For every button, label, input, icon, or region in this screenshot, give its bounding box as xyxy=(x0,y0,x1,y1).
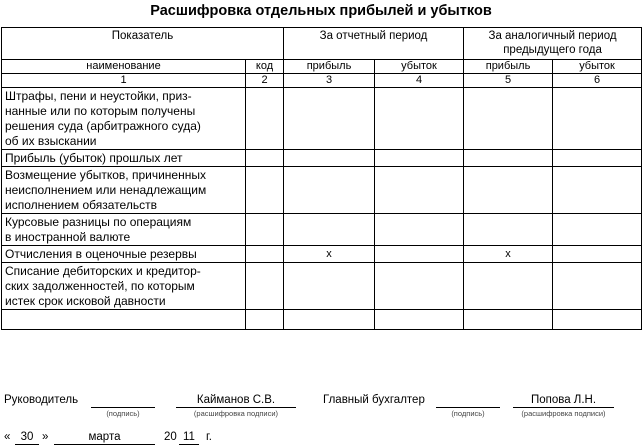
row-name-line: решения суда (арбитражного суда) xyxy=(5,119,201,133)
row-prior-loss xyxy=(553,150,642,167)
table-row xyxy=(2,150,642,167)
date-day-line xyxy=(15,444,39,445)
row-prior-loss xyxy=(553,263,642,310)
row-prior-loss xyxy=(553,214,642,246)
row-rep-profit xyxy=(284,167,375,214)
col-number: 2 xyxy=(246,74,284,88)
row-prior-profit xyxy=(464,88,553,150)
date-year-word: г. xyxy=(206,431,212,443)
row-rep-profit xyxy=(284,214,375,246)
header-rep-loss: убыток xyxy=(375,60,464,74)
accountant-label: Главный бухгалтер xyxy=(323,394,425,406)
header-indicator: Показатель xyxy=(2,28,284,60)
row-prior-profit xyxy=(464,150,553,167)
row-rep-loss xyxy=(375,214,464,246)
row-name xyxy=(2,246,246,263)
row-name xyxy=(2,310,246,330)
table-row xyxy=(2,88,642,150)
col-number: 6 xyxy=(553,74,642,88)
header-prior-period-line1: За аналогичный период xyxy=(488,30,617,42)
row-name-line: Списание дебиторских и кредитор- xyxy=(5,264,201,278)
head-label: Руководитель xyxy=(4,394,79,406)
row-name-line: ских задолженностей, по которым xyxy=(5,279,195,293)
row-code xyxy=(246,214,284,246)
date-close-quote: » xyxy=(42,431,49,443)
row-rep-profit xyxy=(284,88,375,150)
head-signature-line xyxy=(91,407,155,408)
row-rep-loss xyxy=(375,310,464,330)
row-prior-profit: x xyxy=(464,246,553,263)
table-row xyxy=(2,246,642,263)
accountant-name-caption: (расшифровка подписи) xyxy=(521,409,606,418)
head-name: Кайманов С.В. xyxy=(196,394,276,406)
row-prior-loss xyxy=(553,88,642,150)
accountant-signature-line xyxy=(436,407,500,408)
row-rep-loss xyxy=(375,263,464,310)
row-rep-loss xyxy=(375,246,464,263)
row-rep-profit xyxy=(284,150,375,167)
accountant-name: Попова Л.Н. xyxy=(530,394,597,406)
header-rep-profit: прибыль xyxy=(284,60,375,74)
row-name-line: Прибыль (убыток) прошлых лет xyxy=(5,151,183,165)
table-row xyxy=(2,310,642,330)
row-code xyxy=(246,88,284,150)
header-prior-loss: убыток xyxy=(553,60,642,74)
header-prior-period xyxy=(464,28,642,60)
row-code xyxy=(246,150,284,167)
row-code xyxy=(246,246,284,263)
row-code xyxy=(246,167,284,214)
row-name-line xyxy=(5,311,242,326)
header-code: код xyxy=(246,60,284,74)
date-day: 30 xyxy=(20,431,34,443)
header-prior-period-line2: предыдущего года xyxy=(503,44,602,56)
row-name-line: об их взыскании xyxy=(5,134,97,148)
row-name xyxy=(2,214,246,246)
row-prior-profit xyxy=(464,263,553,310)
head-name-caption: (расшифровка подписи) xyxy=(193,409,279,418)
page-title: Расшифровка отдельных прибылей и убытков xyxy=(150,3,492,19)
row-prior-profit xyxy=(464,167,553,214)
row-prior-loss xyxy=(553,310,642,330)
row-name xyxy=(2,167,246,214)
table-row xyxy=(2,167,642,214)
col-number: 1 xyxy=(2,74,246,88)
date-open-quote: « xyxy=(4,431,11,443)
row-name xyxy=(2,88,246,150)
table-row xyxy=(2,214,642,246)
header-prior-profit: прибыль xyxy=(464,60,553,74)
row-name-line: нанные или по которым получены xyxy=(5,104,196,118)
col-number: 3 xyxy=(284,74,375,88)
date-month: марта xyxy=(88,431,121,443)
header-reporting-period: За отчетный период xyxy=(284,28,464,60)
row-name-line: исполнением обязательств xyxy=(5,198,157,212)
row-rep-profit xyxy=(284,310,375,330)
row-name-line: неисполнением или ненадлежащим xyxy=(5,183,207,197)
profit-loss-table xyxy=(1,27,642,330)
row-name xyxy=(2,150,246,167)
accountant-name-line xyxy=(513,407,614,408)
row-name-line: Курсовые разницы по операциям xyxy=(5,215,192,229)
date-month-line xyxy=(54,444,155,445)
col-number: 4 xyxy=(375,74,464,88)
row-code xyxy=(246,263,284,310)
row-rep-loss xyxy=(375,150,464,167)
date-year-line xyxy=(179,444,199,445)
accountant-signature-caption: (подпись) xyxy=(451,409,485,418)
row-rep-profit xyxy=(284,263,375,310)
row-code xyxy=(246,310,284,330)
col-number: 5 xyxy=(464,74,553,88)
row-name-line: Отчисления в оценочные резервы xyxy=(5,247,197,261)
head-signature-caption: (подпись) xyxy=(106,409,140,418)
row-prior-loss xyxy=(553,246,642,263)
head-name-line xyxy=(176,407,296,408)
table-row xyxy=(2,263,642,310)
row-prior-profit xyxy=(464,214,553,246)
header-name: наименование xyxy=(2,60,246,74)
row-rep-loss xyxy=(375,88,464,150)
row-name-line: Штрафы, пени и неустойки, приз- xyxy=(5,89,192,103)
row-name-line: в иностранной валюте xyxy=(5,230,131,244)
row-name xyxy=(2,263,246,310)
date-year-prefix: 20 xyxy=(164,431,177,443)
row-rep-profit: x xyxy=(284,246,375,263)
row-name-line: истек срок исковой давности xyxy=(5,294,166,308)
date-year-suffix: 11 xyxy=(183,431,195,443)
row-prior-profit xyxy=(464,310,553,330)
row-prior-loss xyxy=(553,167,642,214)
row-name-line: Возмещение убытков, причиненных xyxy=(5,168,206,182)
row-rep-loss xyxy=(375,167,464,214)
